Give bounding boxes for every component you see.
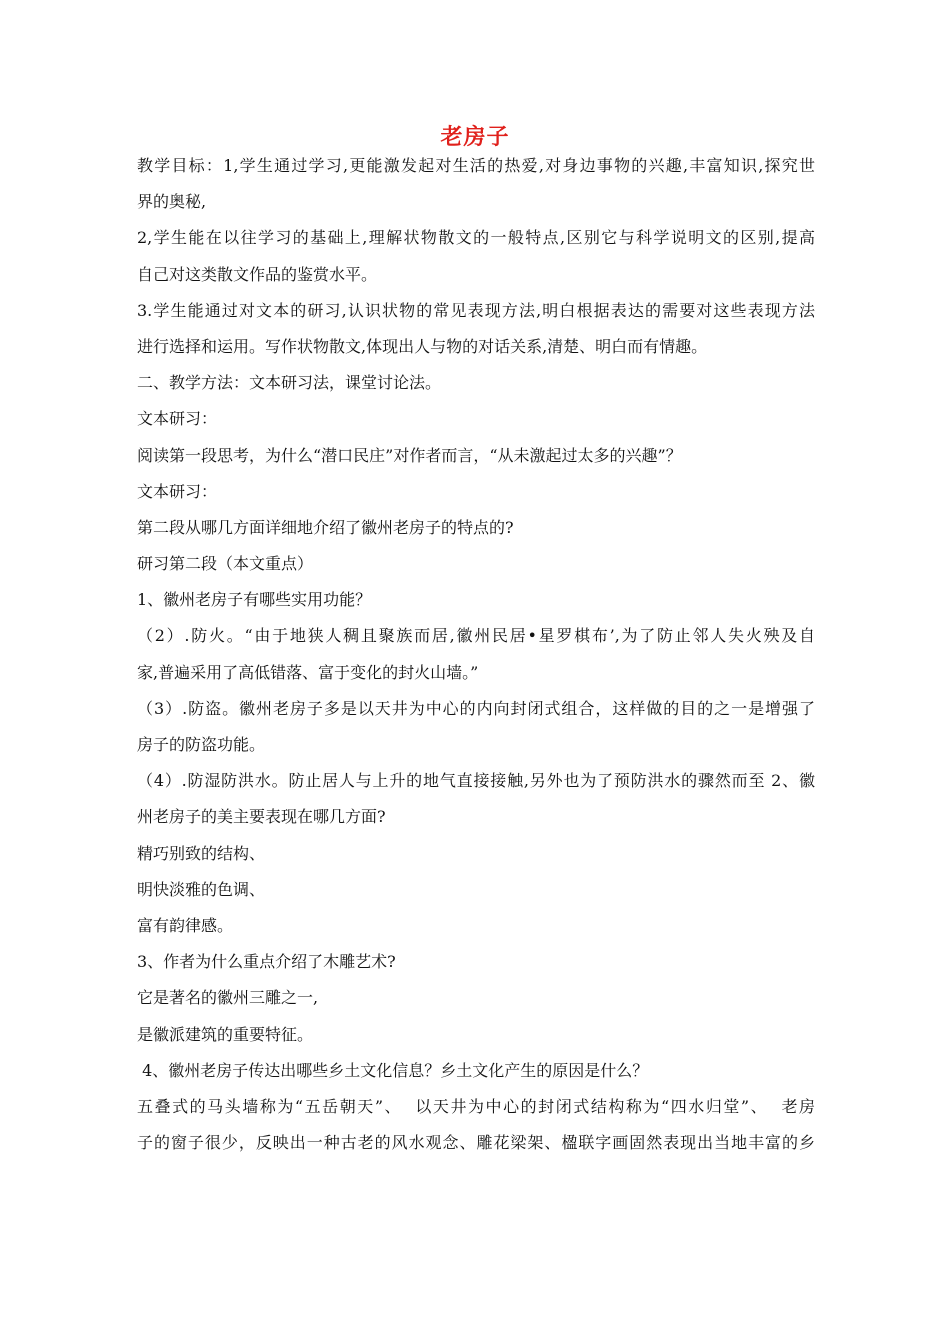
paragraph-line: 3.学生能通过对文本的研习,认识状物的常见表现方法,明白根据表达的需要对这些表现方法: [137, 300, 815, 320]
paragraph-line: （3）.防盗。徽州老房子多是以天井为中心的内向封闭式组合，这样做的目的之一是增强了: [137, 698, 815, 718]
paragraph-line: 阅读第一段思考，为什么“潜口民庄”对作者而言，“从未激起过太多的兴趣”？: [137, 445, 682, 465]
paragraph-line: 五叠式的马头墙称为“五岳朝天”、 以天井为中心的封闭式结构称为“四水归堂”、 老房: [137, 1096, 815, 1116]
paragraph-line: 第二段从哪几方面详细地介绍了徽州老房子的特点的?: [137, 517, 514, 537]
paragraph-line: 家,普遍采用了高低错落、富于变化的封火山墙。”: [137, 662, 479, 682]
paragraph-line: 它是著名的徽州三雕之一,: [137, 988, 319, 1008]
document-body: [137, 148, 815, 1161]
paragraph-line: 富有韵律感。: [137, 915, 234, 935]
document-title: 老房子: [440, 125, 510, 150]
paragraph-line: 二、教学方法：文本研习法，课堂讨论法。: [137, 373, 442, 393]
paragraph-line: 房子的防盗功能。: [137, 735, 266, 754]
paragraph-line: 明快淡雅的色调、: [137, 879, 266, 899]
paragraph-line: 精巧别致的结构、: [137, 843, 266, 863]
paragraph-line: （2）.防火。“由于地狭人稠且聚族而居,徽州民居•星罗棋布’,为了防止邻人失火殃及自: [137, 626, 815, 646]
paragraph-line: 研习第二段（本文重点）: [137, 554, 314, 574]
paragraph-line: 子的窗子很少，反映出一种古老的风水观念、雕花梁架、楹联字画固然表现出当地丰富的乡: [137, 1133, 815, 1153]
paragraph-line: 自己对这类散文作品的鉴赏水平。: [137, 264, 378, 284]
paragraph-line: 文本研习：: [137, 481, 218, 501]
paragraph-line: 4、徽州老房子传达出哪些乡土文化信息？乡土文化产生的原因是什么？: [137, 1060, 649, 1080]
paragraph-line: 界的奥秘,: [137, 192, 207, 212]
paragraph-line: 3、作者为什么重点介绍了木雕艺术?: [137, 952, 396, 972]
paragraph-line: 进行选择和运用。写作状物散文,体现出人与物的对话关系,清楚、明白而有情趣。: [137, 336, 708, 356]
paragraph-line: 文本研习：: [137, 409, 218, 429]
paragraph-line: （4）.防湿防洪水。防止居人与上升的地气直接接触,另外也为了预防洪水的骤然而至 2、徽: [137, 771, 815, 791]
paragraph-line: 是徽派建筑的重要特征。: [137, 1024, 314, 1044]
paragraph-line: 2,学生能在以往学习的基础上,理解状物散文的一般特点,区别它与科学说明文的区别,提高: [137, 228, 815, 248]
paragraph-line: 州老房子的美主要表现在哪几方面?: [137, 807, 386, 827]
paragraph-line: 教学目标：1,学生通过学习,更能激发起对生活的热爱,对身边事物的兴趣,丰富知识,探究世: [137, 156, 815, 175]
paragraph-line: 1、徽州老房子有哪些实用功能？: [137, 590, 372, 610]
